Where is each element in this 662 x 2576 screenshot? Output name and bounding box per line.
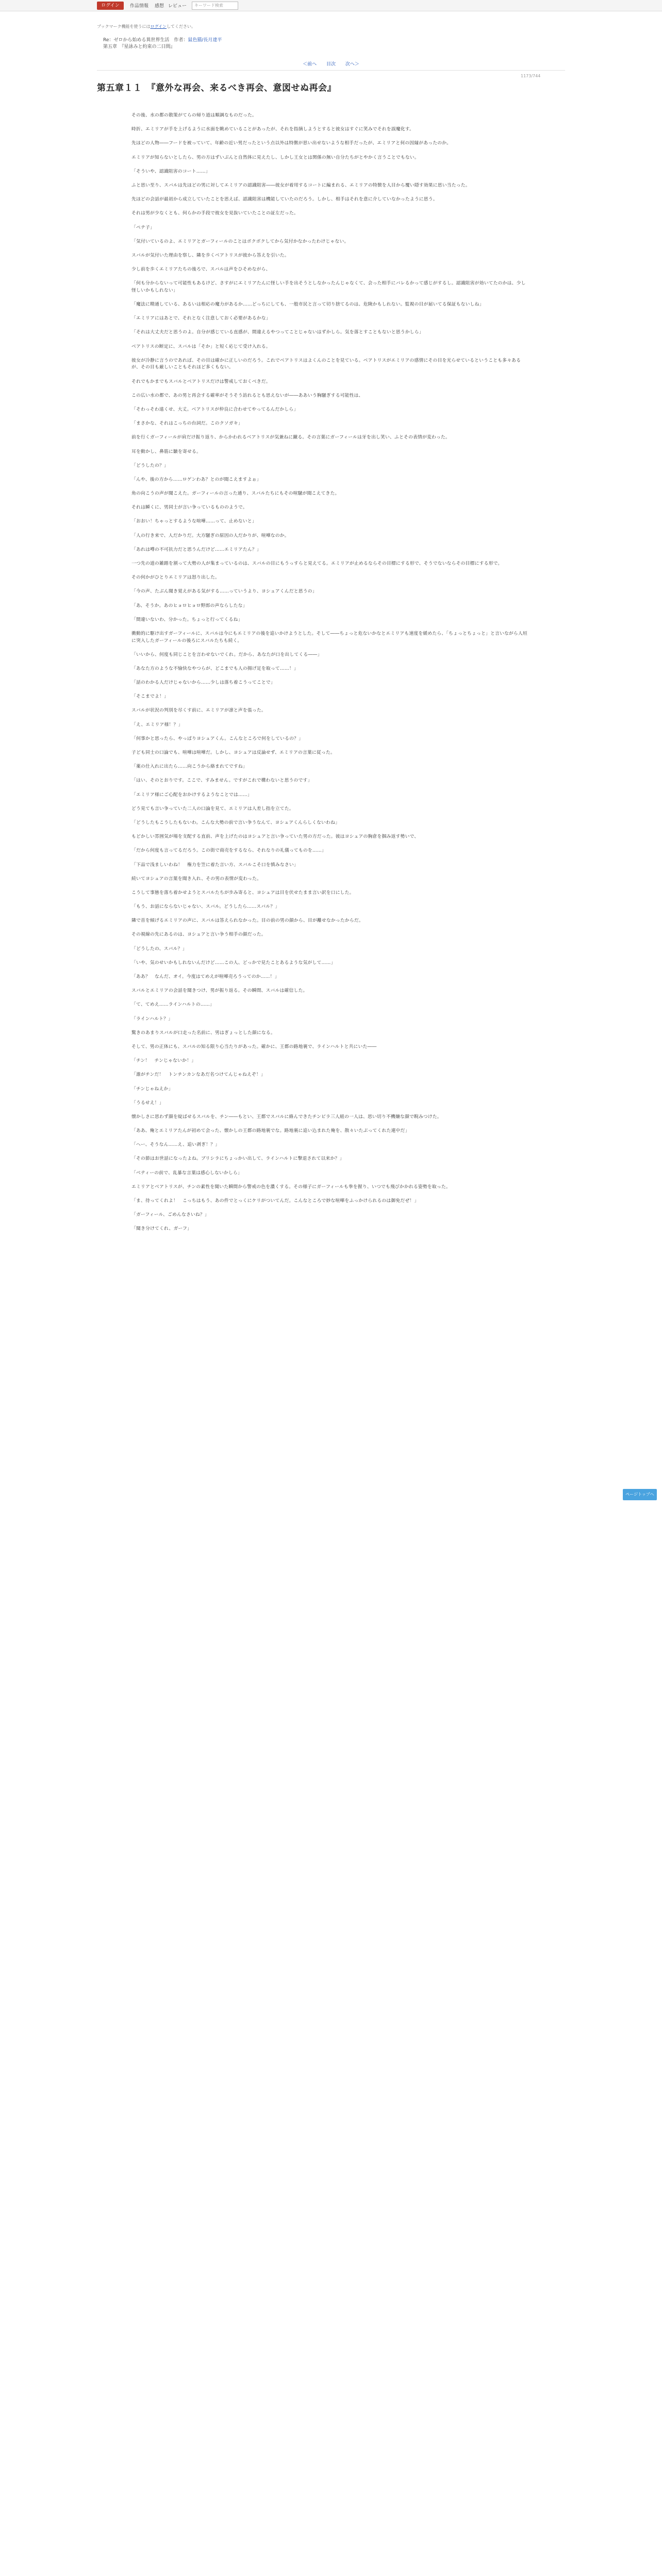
- body-paragraph: 「ガーフィール、ごめんなさいね？」: [131, 1212, 209, 1218]
- nav-item-works[interactable]: 作品情報: [130, 4, 149, 9]
- body-paragraph: 先ほどの人物――フードを被っていて、年齢の近い男だったという点以外は特徴が思い出せないような相手だったが、エミリアと何の因縁があったのか。: [131, 141, 452, 146]
- body-paragraph: エミリアとベアトリスが、チンの素性を聞いた瞬間から警戒の色を濃くする。その様子にガーフィールも拳を握り、いつでも飛びかかれる姿勢を取った。: [131, 1184, 451, 1190]
- body-paragraph: 「そこまでよ！」: [131, 694, 169, 700]
- body-paragraph: 「下品で浅ましいわね！ 権力を笠に着た言い方、スバルこそ口を慎みなさい」: [131, 862, 299, 868]
- body-paragraph: 「だから何度も言ってるだろう。この街で商売をするなら、それなりの礼儀ってものを……」: [131, 848, 326, 854]
- next-link[interactable]: 次へ＞: [345, 62, 359, 67]
- chapter-title: 第五章１１ 『意外な再会、来るべき再会、意図せぬ再会』: [97, 83, 336, 93]
- body-paragraph: 「どうしたの？」: [131, 463, 169, 468]
- body-paragraph: 子ども同士の口論でも、喧嘩は喧嘩だ。しかし、ヨシュアは反論せず、エミリアの言葉に従った。: [131, 750, 335, 756]
- body-paragraph: エミリアが知らないとしたら、男の方はずいぶんと自然体に見えたし、しかし王女とは関係の無い自分たちがとやかく言うことでもない。: [131, 155, 419, 160]
- body-paragraph: 「間違いないわ、分かった。ちょっと行ってくるね」: [131, 617, 243, 622]
- body-paragraph: ベアトリスの断定に、スバルは「そか」と短く応じて受け入れる。: [131, 344, 271, 349]
- body-paragraph: 「いや、気のせいかもしれないんだけど……この人、どっかで見たことあるような気がして……」: [131, 960, 336, 965]
- body-paragraph: 「ベティーの前で、乱暴な言葉は感心しないかしら」: [131, 1170, 243, 1176]
- body-paragraph: 「え、エミリア様！？」: [131, 722, 183, 727]
- body-paragraph: スバルが状況の判別を尽くす前に、エミリアが凛と声を張った。: [131, 708, 266, 714]
- bookmark-notice: [97, 24, 195, 29]
- body-paragraph: 「ま、待ってくれよ！ こっちはもう、あの件でとっくにケリがついてんだ。こんなところで妙な喧嘩をふっかけられるのは御免だぜ！」: [131, 1198, 419, 1204]
- body-paragraph: 「何も分からないって可能性もあるけど、さすがにエミリアたんに怪しい手を出そうとしなかったんじゃなくて、会った相手にバレるかって感じがするし。認識阻害が効いてたのかは、少し怪しいかもしれない」: [131, 281, 526, 293]
- body-paragraph: もどかしい雰囲気が場を支配する直前、声を上げたのはヨシュアと言い争っていた男の方だった。彼はヨシュアの胸倉を掴み返す勢いで、: [131, 834, 419, 840]
- toc-link[interactable]: 目次: [326, 62, 336, 67]
- body-paragraph: その後、水の都の散策がてらの帰り道は順調なものだった。: [131, 113, 257, 118]
- login-button[interactable]: ログイン: [97, 2, 124, 10]
- body-paragraph: 「そういや、認識阻害のコート……」: [131, 168, 210, 174]
- body-paragraph: 「あ、そうか。あのヒョロヒョロ野郎の声ならしたな」: [131, 603, 247, 608]
- body-paragraph: 隣で首を傾げるエミリアの声に、スバルは答えられなかった。目の前の男の顔から、目が離せなかったからだ。: [131, 918, 363, 924]
- prev-link[interactable]: ＜前へ: [303, 62, 317, 67]
- body-paragraph: それでもかまでもスバルとベアトリスだけは警戒しておくべきだ。: [131, 379, 271, 384]
- bookmark-notice-prefix: ブックマーク機能を使うには: [97, 24, 151, 29]
- bookmark-login-link[interactable]: ログイン: [150, 24, 167, 29]
- body-paragraph: 耳を動かし、鼻筋に皺を寄せる。: [131, 449, 201, 454]
- body-paragraph: 「どうしたもこうしたもないわ。こんな大勢の前で言い争うなんて、ヨシュアくんらしくないわね」: [131, 820, 340, 825]
- body-paragraph: 「エミリア様にご心配をおかけするようなことでは……」: [131, 792, 252, 798]
- novel-body: [131, 112, 528, 1240]
- body-paragraph: 「エミリアにはあとで、それとなく注意しておく必要があるかな」: [131, 316, 271, 321]
- body-paragraph: 「あなた方のような不愉快なやつらが、どこまでも人の揚げ足を取って……！」: [131, 666, 299, 671]
- body-paragraph: 「おおい！ちゃっとするような喧嘩……って、止めないと」: [131, 519, 257, 524]
- body-paragraph: 「その節はお世話になったよね。ブリシラにちょっかい出して、ラインハルトに撃退されて以来か？」: [131, 1156, 344, 1162]
- body-paragraph: 「人の行き来で、人だかりだ。大方騒ぎの原因の人だかりが、喧嘩なのか。: [131, 533, 289, 538]
- body-paragraph: 「まさかな、それはこっちの台詞だ。このクソガキ」: [131, 421, 243, 427]
- body-paragraph: 「ペテ子」: [131, 225, 155, 230]
- page-number: 1173/744: [521, 74, 541, 78]
- body-paragraph: スバルが気付いた理由を察し、隣を歩くベアトリスが彼から答えを引いた。: [131, 252, 289, 258]
- body-paragraph: 懐かしさに思わず顔を綻ばせるスバルを、チン――もとい、王都でスバルに絡んできたチンピラ三人組の一人は、思い切り不機嫌な顔で睨みつけた。: [131, 1114, 442, 1120]
- body-paragraph: 先ほどの会話が最初から成立していたことを思えば、認識阻害は機能していたのだろう。しかし、相手はそれを意に介していなかったように思う。: [131, 197, 438, 202]
- body-paragraph: 「話のわかる人だけじゃないから……少しは落ち着こうってことで」: [131, 680, 275, 686]
- body-paragraph: 「ああ？ なんだ、オイ。今度はてめえが喧嘩売ろうってのか……！」: [131, 974, 279, 980]
- body-paragraph: 「へー、そうなん……え、追い剥ぎ！？」: [131, 1142, 220, 1148]
- body-paragraph: 「チンじゃねえか」: [131, 1086, 173, 1092]
- body-paragraph: それは男が少なくとも、何らかの手段で彼女を見抜いていたことの証左だった。: [131, 211, 299, 216]
- body-paragraph: 「もう、お話にならないじゃない、スバル。どうしたら……スバル？」: [131, 904, 280, 910]
- body-paragraph: 「どうしたの、スバル？」: [131, 946, 187, 952]
- body-paragraph: 「魔法に精通している、あるいは相応の魔力があるか……どっちにしても、一般市民と言って切り捨てるのは、危険かもしれない。監視の目が届いてる保証もないしね」: [131, 302, 484, 308]
- body-paragraph: 「誰がチンだ！ トンチンカンなあだ名つけてんじゃねえぞ！」: [131, 1072, 266, 1078]
- body-paragraph: 一つ先の道の雑踏を割って大勢の人が集まっているのは、スバルの目にもうっすらと見えてる。エミリアが止めるならその目標にする形で、そうでないならその目標にする形で。: [131, 561, 503, 566]
- body-paragraph: 「て、てめえ……ラインハルトの……」: [131, 1002, 214, 1008]
- body-paragraph: 彼女が冷静に言うのであれば、その目は確かに正しいのだろう。これでベアトリスはよくんのことを見ている。ベアトリスがエミリアの感情にその目を光らせているということも多々あるが、その目も厳しいこともそれほど多くもない。: [131, 358, 521, 370]
- body-paragraph: 前を行くガーフィールが肩だけ振り返り、からかわれるベアトリスが気兼ねに蹴る。その言葉にガーフィールは牙を出し笑い、ふとその表情が変わった。: [131, 435, 450, 440]
- nav-item-reviews[interactable]: 感想: [155, 4, 164, 9]
- body-paragraph: そして、男の正体にも、スバルの知る限り心当たりがあった。確かに、王都の路地裏で、ラインハルトと共にいた――: [131, 1044, 377, 1049]
- body-paragraph: 続いてヨシュアの言葉を聞き入れ、その男の表情が変わった。: [131, 876, 262, 882]
- body-paragraph: 驚きのあまりスバルが口走った名前に、男はぎょっとした顔になる。: [131, 1030, 275, 1036]
- body-paragraph: 「うるせえ！」: [131, 1100, 164, 1106]
- body-paragraph: どう見ても言い争っていた二人の口論を見て、エミリアは人差し指を立てた。: [131, 806, 294, 811]
- top-navigation-bar: [0, 0, 662, 11]
- bookmark-notice-suffix: してください。: [167, 24, 196, 29]
- body-paragraph: ふと思い至り、スバルは先ほどの男に対してエミリアの認識阻害――彼女が着用するコートに編まれる、エミリアの特徴を人目から覆い隠す効果に思い当たった。: [131, 182, 470, 188]
- body-paragraph: 「ラインハルト？」: [131, 1016, 173, 1022]
- body-paragraph: 時折、エミリアが手を上げるように水面を眺めていることがあったが、それを指摘しようとすると彼女はすぐに笑みでそれを誤魔化す。: [131, 127, 415, 132]
- body-paragraph: 「そわっそわ遠くせ、大丈。ベアトリスが仲良に合わせてやってるんだかしら」: [131, 406, 299, 412]
- body-paragraph: 「何事かと思ったら、やっぱりヨシュアくん。こんなところで何をしているの？」: [131, 736, 304, 741]
- body-paragraph: その何かがひとりエミリアは怒り出した。: [131, 575, 220, 581]
- body-paragraph: 「気付いているのよ、エミリアとガーフィールのことはポクボクしてから気付かなかったわけじゃない。: [131, 239, 349, 244]
- body-paragraph: 「いいから、何度も同じことを言わせないでくれ。だから、あなたが口を出してくる――」: [131, 652, 322, 657]
- chapter-group: 第五章 『星詠みと約束の二日間』: [103, 44, 175, 49]
- body-paragraph: 「それは大丈夫だと思うのよ。自分が感じている直感が、間違えるやつってことじゃないはずかしら。気を落とすこともないと思うかしら」: [131, 330, 424, 335]
- author-link[interactable]: 鼠色猫/長月達平: [188, 38, 222, 43]
- body-paragraph: 「聞き分けてくれ、ガーフ」: [131, 1226, 192, 1232]
- series-title: Re：ゼロから始める異世界生活 作者：: [103, 38, 188, 43]
- page-top-button[interactable]: ページトップへ: [623, 1489, 657, 1500]
- body-paragraph: それは瞬くに、男同士が言い争っているもののようで。: [131, 505, 247, 511]
- chapter-pager: [0, 60, 662, 67]
- body-paragraph: 少し前を歩くエミリアたちの後ろで、スバルは声をひそめながら、: [131, 267, 271, 273]
- divider: [97, 70, 565, 71]
- body-paragraph: 「チン！ チンじゃないか！」: [131, 1058, 196, 1064]
- work-metadata: [103, 37, 222, 50]
- body-paragraph: 「はい、そのとおりです。ここで、すみません。ですがこれで構わないと思うのです」: [131, 778, 312, 784]
- body-paragraph: こうして事態を落ち着かせようとスバルたちが歩み寄ると、ヨシュアは目を伏せたまま言い訳を口にした。: [131, 890, 354, 895]
- body-paragraph: 「んや、後の方から……ロゲンわあ？とのが聞こえますよぉ」: [131, 477, 261, 482]
- body-paragraph: 「薬の仕入れに出たら……向こうから絡まれてですね」: [131, 764, 247, 770]
- body-paragraph: 角の向こうの声が聞こえた。ガーフィールの言った通り、スバルたちにもその喧騒が聞こえてきた。: [131, 491, 340, 497]
- body-paragraph: その視線の先にあるのは、ヨシュアと言い争う相手の顔だった。: [131, 932, 266, 938]
- nav-item-review[interactable]: レビュー: [168, 4, 187, 9]
- body-paragraph: スバルとエミリアの会話を聞きつけ、男が振り返る。その瞬間、スバルは確信した。: [131, 988, 308, 994]
- body-paragraph: 衝動的に駆け出すガーフィールに、スバルは今にもエミリアの後を追いかけようとした。そして――ちょっと危ないかなとエミリアも速度を緩めたら、「ちょっとちょっと」と言いながら人垣に突入したガーフィールの後ろにスバルたちも続く。: [131, 631, 527, 643]
- body-paragraph: 「今の声、たぶん聞き覚えがある気がする……っていうより、ヨシュアくんだと思うの」: [131, 589, 317, 595]
- body-paragraph: 「ああ、俺とエミリアたんが初めて会った、懐かしの王都の路地裏でな。路地裏に追い込まれた俺を、散々いたぶってくれた連中だ」: [131, 1128, 410, 1134]
- search-input[interactable]: キーワード検索: [192, 2, 238, 10]
- body-paragraph: この広い水の都で、あの男と再会する確率がそうそう訪れるとも思えないが――ああいう胸騒ぎする可能性は、: [131, 393, 363, 398]
- body-paragraph: 「あれは噂の不可抗力だと思うんだけど……エミリアたん？」: [131, 547, 261, 552]
